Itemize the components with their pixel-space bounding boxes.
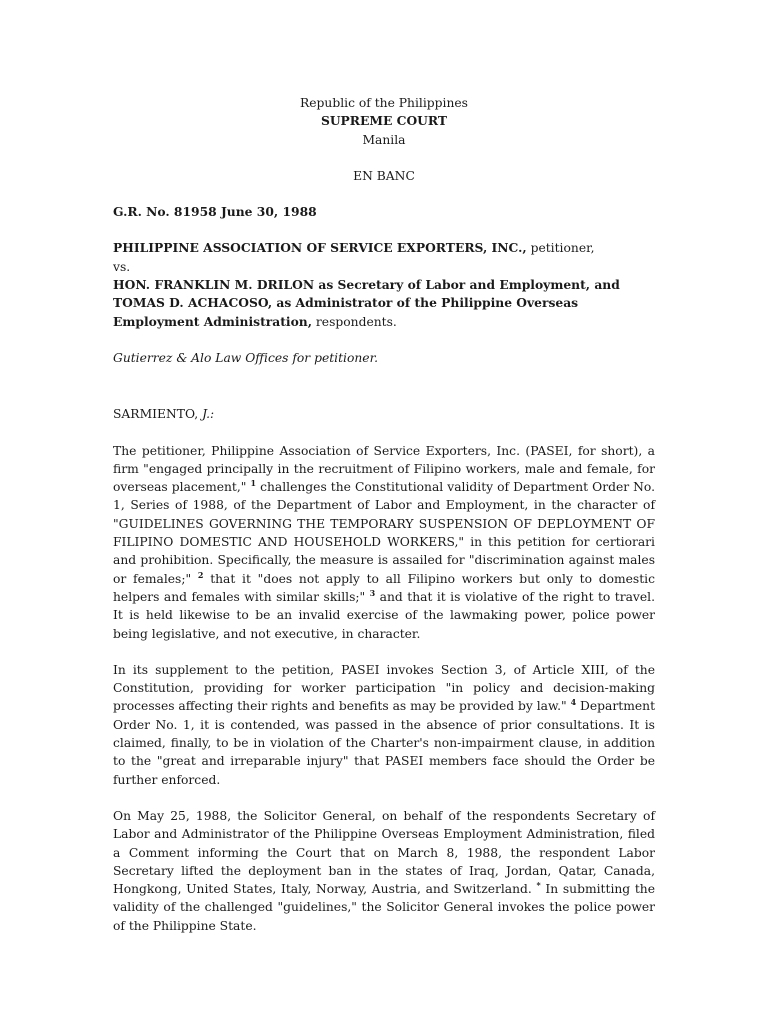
- court-name: SUPREME COURT: [320, 113, 448, 129]
- counsel-line: Gutierrez & Alo Law Offices for petitioner.: [113, 350, 379, 365]
- ponente: [113, 405, 655, 423]
- paragraph-1: [113, 442, 655, 643]
- respondents-role: respondents.: [312, 314, 397, 329]
- p1-text-b: challenges the Constitutional validity of Department Order No. 1, Series of 1988, of the Department of Labor and Employment, in the character of "GUIDELINES GOVERNING THE TEMPORARY SUSPENSION OF DEPLOYMENT OF FILIPINO DOMESTIC AND HOUSEHOLD WORKERS," in this petition for certiorari and prohibition. Specifically, the measure is assailed for "discrimination against males or females;": [113, 480, 656, 586]
- p2-text-b: Department Order No. 1, it is contended, was passed in the absence of prior consultations. It is claimed, finally, to be in violation of the Charter's non-impairment clause, in addition to the "great and irreparable injury" that PASEI members face should the Order be further enforced.: [113, 699, 656, 787]
- ponente-name: SARMIENTO,: [113, 407, 203, 422]
- petitioner-name: PHILIPPINE ASSOCIATION OF SERVICE EXPORTERS, INC.,: [113, 240, 527, 256]
- p3-text-a: On May 25, 1988, the Solicitor General, on behalf of the respondents Secretary of Labor and Administrator of the Philippine Overseas Employment Administration, filed a Comment informing the Court that on March 8, 1988, the respondent Labor Secretary lifted the deployment ban in the states of Iraq, Jordan, Qatar, Canada, Hongkong, United States, Italy, Norway, Austria, and Switzerland.: [113, 808, 655, 897]
- versus: vs.: [113, 259, 131, 274]
- republic-line: Republic of the Philippines: [300, 96, 468, 110]
- p2-text-a: In its supplement to the petition, PASEI invokes Section 3, of Article XIII, of the Constitution, providing for worker participation "in policy and decision-making processes affecting their rights and benefits as may be provided by law.": [113, 662, 655, 714]
- p1-text-c: that it "does not apply to all Filipino workers but only to domestic helpers and females with similar skills;": [113, 571, 655, 604]
- footnote-star[interactable]: *: [536, 880, 541, 891]
- ponente-suffix: J.:: [202, 407, 215, 422]
- footnote-3[interactable]: 3: [369, 587, 376, 598]
- respondents-name: HON. FRANKLIN M. DRILON as Secretary of Labor and Employment, and TOMAS D. ACHACOSO, as Administrator of the Philippine Overseas Employment Administration,: [113, 277, 620, 329]
- court-city: Manila: [362, 132, 406, 147]
- case-number: G.R. No. 81958 June 30, 1988: [113, 204, 317, 220]
- p1-text-a: The petitioner, Philippine Association of Service Exporters, Inc. (PASEI, for short), a firm "engaged principally in the recruitment of Filipino workers, male and female, for overseas placement,": [113, 443, 655, 495]
- paragraph-3: [113, 807, 655, 935]
- footnote-4[interactable]: 4: [570, 697, 577, 708]
- p1-text-d: and that it is violative of the right to travel. It is held likewise to be an invalid exercise of the lawmaking power, police power being legislative, and not executive, in character.: [113, 589, 655, 641]
- petitioner-line: [113, 239, 655, 257]
- petitioner-role: petitioner,: [526, 241, 595, 256]
- division-label: EN BANC: [353, 168, 415, 183]
- footnote-1[interactable]: 1: [250, 478, 257, 489]
- paragraph-2: [113, 661, 655, 789]
- footnote-2[interactable]: 2: [197, 569, 204, 580]
- respondents-line: [113, 276, 655, 331]
- p3-text-b: In submitting the validity of the challenged "guidelines," the Solicitor General invokes the police power of the Philippine State.: [113, 882, 655, 933]
